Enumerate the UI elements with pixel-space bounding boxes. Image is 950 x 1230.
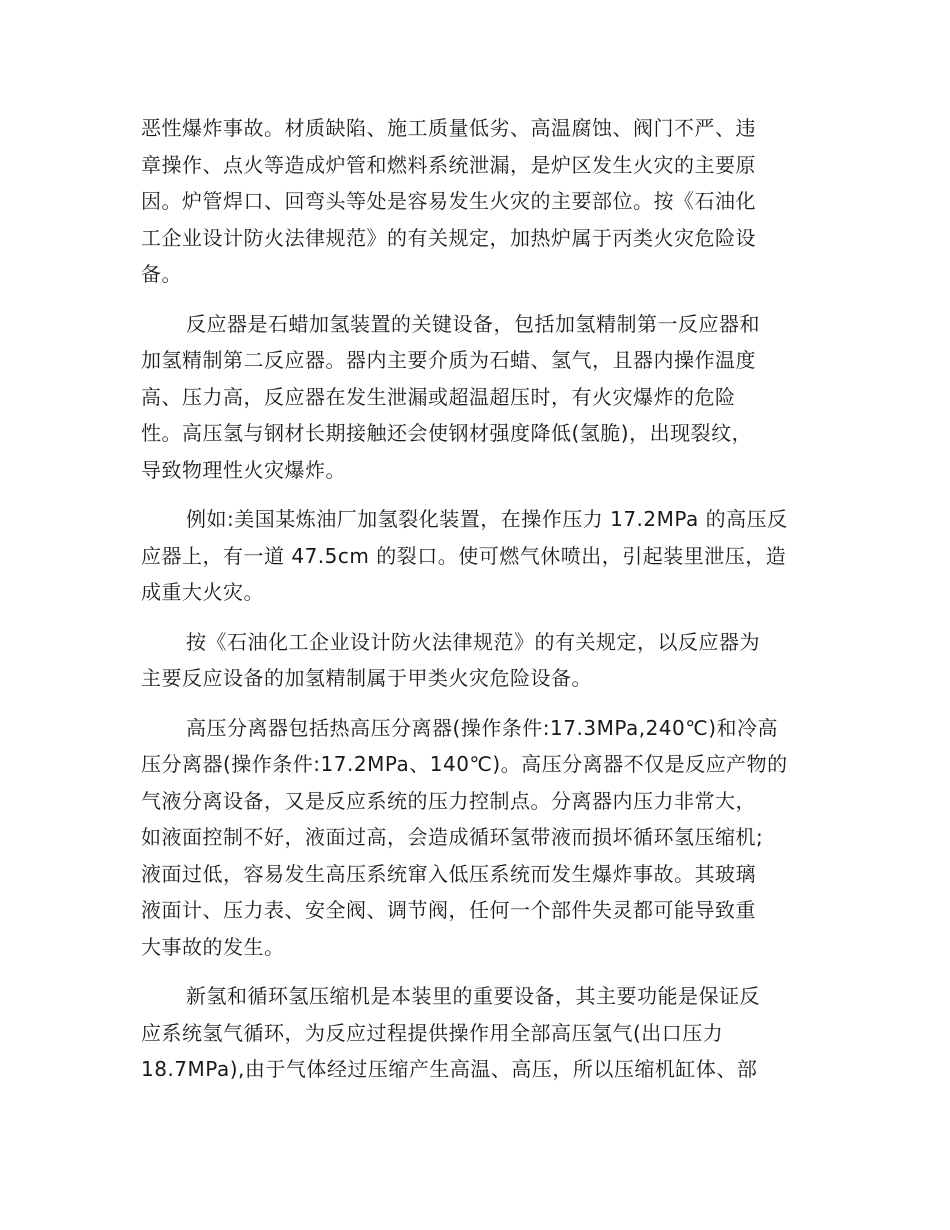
text-line: 液面过低，容易发生高压系统窜入低压系统而发生爆炸事故。其玻璃 [141,861,756,886]
text-line: 大事故的发生。 [141,934,285,959]
text-line: 章操作、点火等造成炉管和燃料系统泄漏，是炉区发生火灾的主要原 [141,152,756,177]
text-line: 新氢和循环氢压缩机是本装里的重要设备，其主要功能是保证反 [186,984,760,1008]
paragraph-separator [141,710,809,966]
text-line: 液面计、压力表、安全阀、调节阀，任何一个部件失灵都可能导致重 [141,898,756,922]
text-line: 应器上，有一道 47.5cm 的裂口。使可燃气休喷出，引起装里泄压，造 [141,543,787,568]
paragraph-reactor [141,306,809,489]
text-line: 主要反应设备的加氢精制属于甲类火灾危险设备。 [141,666,592,690]
paragraph-example [141,501,809,611]
paragraph-compressor [141,978,809,1088]
text-line: 备。 [141,262,182,286]
paragraph-regulation [141,624,809,697]
text-line: 恶性爆炸事故。材质缺陷、施工质量低劣、高温腐蚀、阀门不严、违 [141,116,756,140]
text-line: 18.7MPa),由于气体经过压缩产生高温、高压，所以压缩机缸体、部 [141,1057,758,1081]
text-line: 工企业设计防火法律规范》的有关规定，加热炉属于丙类火灾危险设 [141,225,756,250]
text-line: 高压分离器包括热高压分离器(操作条件:17.3MPa,240℃)和冷高 [186,715,779,740]
text-line: 如液面控制不好，液面过高，会造成循环氢带液而损坏循环氢压缩机; [141,825,764,849]
text-line: 应系统氢气循环，为反应过程提供操作用全部高压氢气(出口压力 [141,1020,724,1045]
document-body [141,110,809,1101]
text-line: 因。炉管焊口、回弯头等处是容易发生火灾的主要部位。按《石油化 [141,189,756,213]
paragraph-furnace-hazard [141,110,809,293]
text-line: 气液分离设备，又是反应系统的压力控制点。分离器内压力非常大， [141,788,756,813]
text-line: 加氢精制第二反应器。器内主要介质为石蜡、氢气，且器内操作温度 [141,348,756,372]
text-line: 压分离器(操作条件:17.2MPa、140℃)。高压分离器不仅是反应产物的 [141,752,788,776]
text-line: 性。高压氢与钢材长期接触还会使钢材强度降低(氢脆)，出现裂纹， [141,421,753,445]
text-line: 成重大火灾。 [141,580,264,604]
text-line: 按《石油化工企业设计防火法律规范》的有关规定，以反应器为 [186,629,760,654]
text-line: 反应器是石蜡加氢装置的关键设备，包括加氢精制第一反应器和 [186,311,760,336]
text-line: 例如:美国某炼油厂加氢裂化装置，在操作压力 17.2MPa 的高压反 [186,507,788,531]
text-line: 导致物理性火灾爆炸。 [141,457,346,482]
text-line: 高、压力高，反应器在发生泄漏或超温超压时，有火灾爆炸的危险 [141,384,736,409]
